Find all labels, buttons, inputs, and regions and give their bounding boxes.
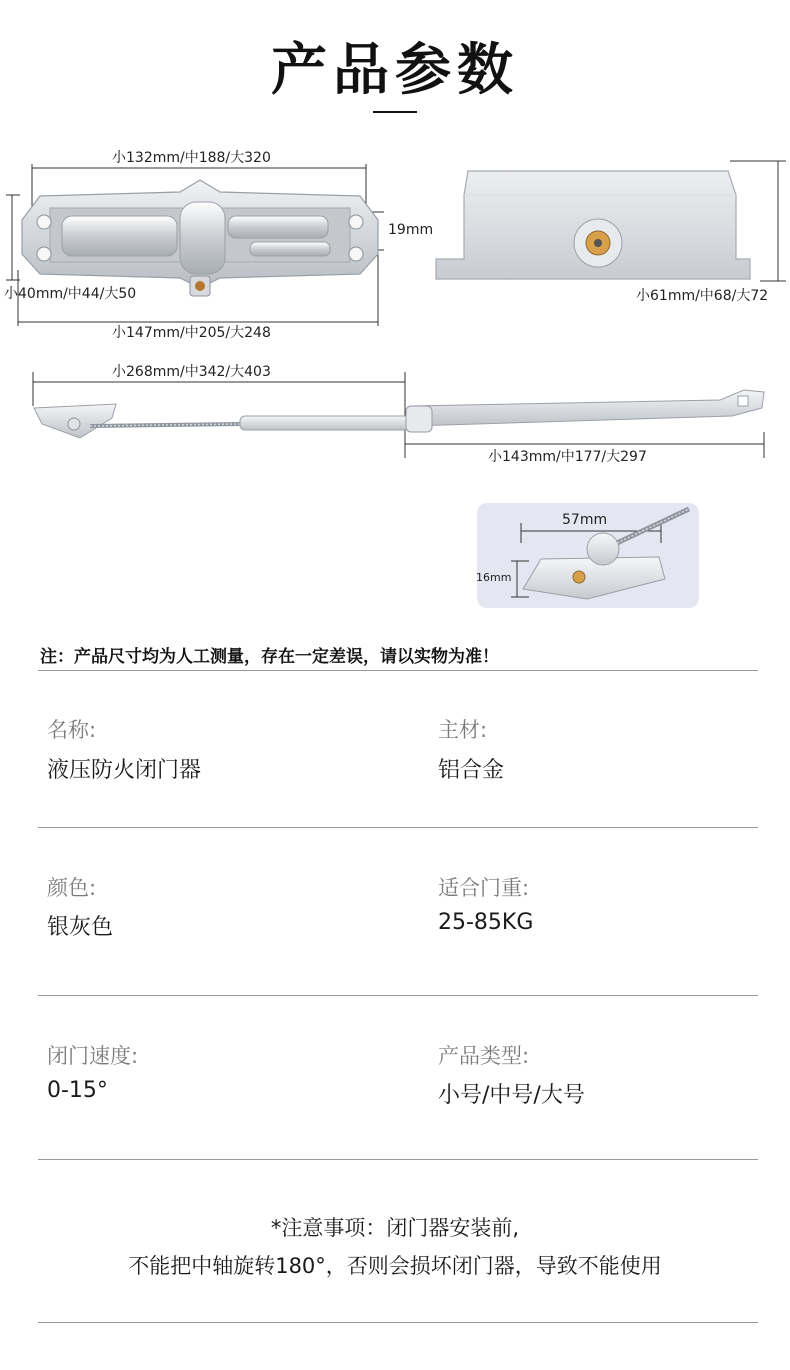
threaded-rod	[90, 424, 240, 426]
dim-label-arm-main: 小143mm/中177/大297	[488, 449, 647, 465]
spec-value-color: 银灰色	[47, 915, 114, 940]
dim-label-body-height: 小40mm/中44/大50	[4, 286, 137, 302]
measurement-note: 注：产品尺寸均为人工测量，存在一定差误，请以实物为准！	[40, 647, 499, 667]
notice-line-2: 不能把中轴旋转180°，否则会损坏闭门器，导致不能使用	[128, 1254, 662, 1278]
spec-value-name: 液压防火闭门器	[47, 758, 202, 783]
dim-label-bracket-height: 16mm	[476, 571, 512, 584]
closer-cover-diagram	[430, 155, 790, 295]
dim-label-body-length: 小147mm/中205/大248	[112, 325, 271, 341]
closer-body-diagram	[0, 150, 400, 340]
page-title: 产品参数	[271, 38, 519, 103]
notice-line-1: *注意事项：闭门器安装前,	[270, 1216, 520, 1240]
dim-label-bracket-width: 57mm	[562, 512, 608, 528]
spec-value-material: 铝合金	[438, 758, 505, 783]
dim-label-body-width: 小132mm/中188/大320	[112, 150, 271, 166]
spec-label-door-weight: 适合门重:	[438, 876, 530, 900]
spec-label-color: 颜色:	[47, 876, 97, 900]
divider	[38, 827, 758, 828]
spec-label-name: 名称:	[47, 718, 97, 742]
arm-sleeve	[240, 416, 410, 430]
dim-label-arm-total: 小268mm/中342/大403	[112, 364, 271, 380]
divider	[38, 1159, 758, 1160]
divider	[38, 995, 758, 996]
divider	[38, 1322, 758, 1323]
arm-main-bar	[412, 390, 764, 426]
divider	[38, 670, 758, 671]
spec-value-door-weight: 25-85KG	[438, 910, 534, 935]
spec-label-product-type: 产品类型:	[438, 1044, 530, 1068]
spec-value-closing-speed: 0-15°	[47, 1078, 108, 1103]
dim-label-body-depth: 19mm	[388, 222, 434, 238]
dim-label-cover-height: 小61mm/中68/大72	[636, 288, 769, 304]
spec-label-material: 主材:	[438, 718, 488, 742]
spec-label-closing-speed: 闭门速度:	[47, 1044, 139, 1068]
spec-value-product-type: 小号/中号/大号	[438, 1083, 585, 1108]
title-underline	[373, 111, 417, 113]
